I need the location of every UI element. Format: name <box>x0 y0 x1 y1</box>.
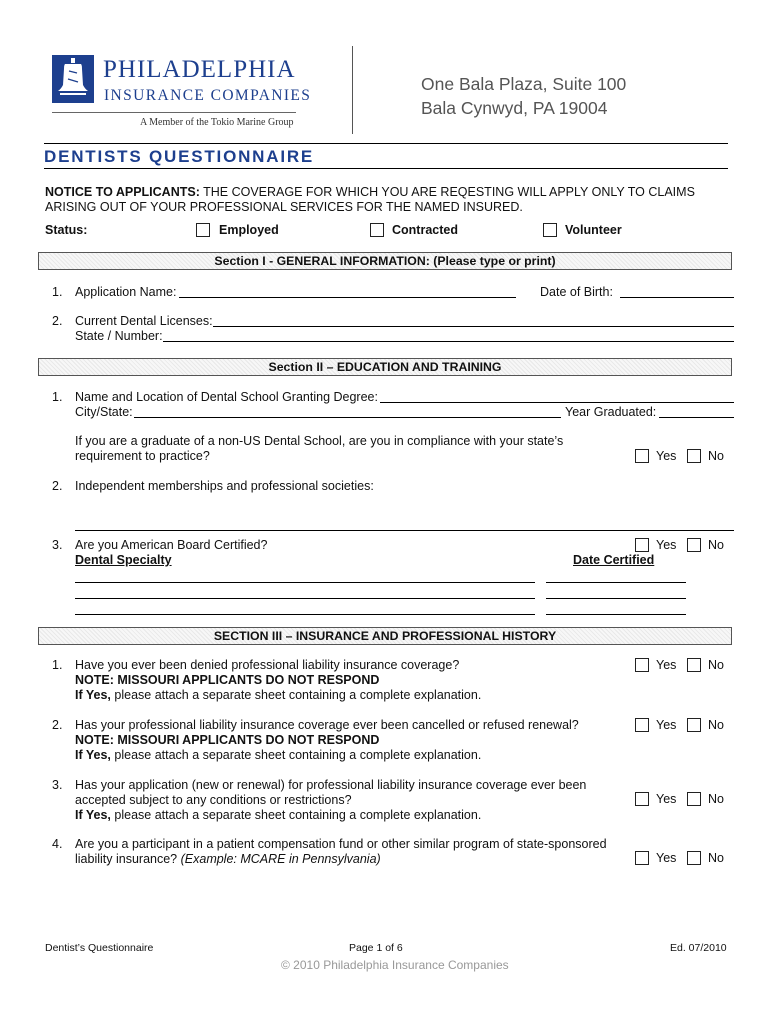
dental-school-label: Name and Location of Dental School Granting Degree: <box>75 390 378 404</box>
year-graduated-field[interactable] <box>659 417 734 418</box>
licenses-field[interactable] <box>213 326 734 327</box>
s3-q2-no-checkbox[interactable] <box>687 718 701 732</box>
dental-school-field[interactable] <box>380 402 734 403</box>
address-line-1: One Bala Plaza, Suite 100 <box>421 74 627 94</box>
date-of-birth-field[interactable] <box>620 297 734 298</box>
non-us-no-checkbox[interactable] <box>687 449 701 463</box>
s3-q4-yes-label: Yes <box>656 851 677 865</box>
s2-q3-number: 3. <box>52 538 63 552</box>
if-yes-label: If Yes, <box>75 808 111 822</box>
s3-q2-no-label: No <box>708 718 724 732</box>
company-subname: INSURANCE COMPANIES <box>104 87 312 104</box>
s3-q2-number: 2. <box>52 718 63 732</box>
footer-edition: Ed. 07/2010 <box>670 942 727 954</box>
section-1-header <box>38 252 732 270</box>
dental-specialty-heading: Dental Specialty <box>75 553 172 567</box>
s3-q4-text-2 <box>75 852 381 866</box>
liberty-bell-icon <box>52 55 94 103</box>
city-state-label: City/State: <box>75 405 133 419</box>
s3-q2-text: Has your professional liability insurance coverage ever been cancelled or refused renewal? <box>75 718 579 732</box>
page-title: DENTISTS QUESTIONNAIRE <box>44 147 315 166</box>
s3-q3-yes-label: Yes <box>656 792 677 806</box>
s3-q4-example: (Example: MCARE in Pennsylvania) <box>177 852 381 866</box>
status-contracted-label: Contracted <box>392 223 458 237</box>
section-1-title: Section I - GENERAL INFORMATION: (Please type or print) <box>214 254 556 268</box>
member-tagline: A Member of the Tokio Marine Group <box>140 117 294 128</box>
if-yes-text: please attach a separate sheet containing a complete explanation. <box>110 748 482 762</box>
s3-q4-no-checkbox[interactable] <box>687 851 701 865</box>
date-certified-field-1[interactable] <box>546 582 686 583</box>
status-employed-label: Employed <box>219 223 279 237</box>
board-certified-no-checkbox[interactable] <box>687 538 701 552</box>
specialty-field-3[interactable] <box>75 614 535 615</box>
non-us-question-line-2: requirement to practice? <box>75 449 210 463</box>
header-divider <box>352 46 353 134</box>
status-volunteer-label: Volunteer <box>565 223 622 237</box>
memberships-field[interactable] <box>75 530 734 531</box>
s3-q3-no-checkbox[interactable] <box>687 792 701 806</box>
s3-q2-yes-label: Yes <box>656 718 677 732</box>
licenses-label: Current Dental Licenses: <box>75 314 213 328</box>
s3-q3-instruction <box>75 808 481 822</box>
footer-copyright: © 2010 Philadelphia Insurance Companies <box>281 958 509 972</box>
notice-text-1: THE COVERAGE FOR WHICH YOU ARE REQESTING WILL APPLY ONLY TO CLAIMS <box>199 185 695 199</box>
s1-q2-number: 2. <box>52 314 63 328</box>
s2-q2-number: 2. <box>52 479 63 493</box>
logo-divider <box>52 112 296 113</box>
title-bottom-rule <box>44 168 728 169</box>
if-yes-label: If Yes, <box>75 748 111 762</box>
non-us-yes-label: Yes <box>656 449 677 463</box>
footer-page-number: Page 1 of 6 <box>349 942 403 954</box>
date-certified-field-3[interactable] <box>546 614 686 615</box>
date-certified-heading: Date Certified <box>573 553 655 567</box>
board-certified-label: Are you American Board Certified? <box>75 538 268 552</box>
status-label: Status: <box>45 223 88 237</box>
non-us-yes-checkbox[interactable] <box>635 449 649 463</box>
s3-q1-yes-label: Yes <box>656 658 677 672</box>
status-employed-checkbox[interactable] <box>196 223 210 237</box>
if-yes-text: please attach a separate sheet containing a complete explanation. <box>110 808 482 822</box>
s3-q1-yes-checkbox[interactable] <box>635 658 649 672</box>
s3-q4-number: 4. <box>52 837 63 851</box>
s3-q1-no-checkbox[interactable] <box>687 658 701 672</box>
s3-q2-note: NOTE: MISSOURI APPLICANTS DO NOT RESPOND <box>75 733 380 747</box>
s3-q1-no-label: No <box>708 658 724 672</box>
state-number-field[interactable] <box>163 341 734 342</box>
notice-line-1 <box>45 185 695 199</box>
board-certified-no-label: No <box>708 538 724 552</box>
company-name: PHILADELPHIA <box>103 56 296 83</box>
footer-form-name: Dentist’s Questionnaire <box>45 942 154 954</box>
address-line-2: Bala Cynwyd, PA 19004 <box>421 98 608 118</box>
s3-q4-no-label: No <box>708 851 724 865</box>
date-certified-field-2[interactable] <box>546 598 686 599</box>
s3-q3-number: 3. <box>52 778 63 792</box>
section-2-title: Section II – EDUCATION AND TRAINING <box>268 360 502 374</box>
memberships-label: Independent memberships and professional societies: <box>75 479 374 493</box>
date-of-birth-label: Date of Birth: <box>540 285 613 299</box>
section-2-header <box>38 358 732 376</box>
state-number-label: State / Number: <box>75 329 163 343</box>
s3-q3-text-1: Has your application (new or renewal) for professional liability insurance coverage ever been <box>75 778 587 792</box>
s3-q4-text-1: Are you a participant in a patient compensation fund or other similar program of state-sponsored <box>75 837 607 851</box>
application-name-label: Application Name: <box>75 285 177 299</box>
s2-q1-number: 1. <box>52 390 63 404</box>
s1-q1-number: 1. <box>52 285 63 299</box>
year-graduated-label: Year Graduated: <box>565 405 657 419</box>
specialty-field-2[interactable] <box>75 598 535 599</box>
section-3-title: SECTION III – INSURANCE AND PROFESSIONAL HISTORY <box>213 629 557 643</box>
section-3-header <box>38 627 732 645</box>
board-certified-yes-checkbox[interactable] <box>635 538 649 552</box>
s3-q1-note: NOTE: MISSOURI APPLICANTS DO NOT RESPOND <box>75 673 380 687</box>
application-name-field[interactable] <box>179 297 516 298</box>
s3-q1-instruction <box>75 688 481 702</box>
status-volunteer-checkbox[interactable] <box>543 223 557 237</box>
s3-q4-question-end: liability insurance? <box>75 852 178 866</box>
company-logo <box>52 55 94 103</box>
status-contracted-checkbox[interactable] <box>370 223 384 237</box>
if-yes-text: please attach a separate sheet containing a complete explanation. <box>110 688 482 702</box>
s3-q3-no-label: No <box>708 792 724 806</box>
title-top-rule <box>44 143 728 144</box>
s3-q1-text: Have you ever been denied professional liability insurance coverage? <box>75 658 460 672</box>
s3-q4-yes-checkbox[interactable] <box>635 851 649 865</box>
s3-q2-instruction <box>75 748 481 762</box>
notice-label: NOTICE TO APPLICANTS: <box>45 185 200 199</box>
s3-q3-text-2: accepted subject to any conditions or restrictions? <box>75 793 352 807</box>
specialty-field-1[interactable] <box>75 582 535 583</box>
non-us-no-label: No <box>708 449 724 463</box>
s3-q2-yes-checkbox[interactable] <box>635 718 649 732</box>
if-yes-label: If Yes, <box>75 688 111 702</box>
board-certified-yes-label: Yes <box>656 538 677 552</box>
notice-line-2: ARISING OUT OF YOUR PROFESSIONAL SERVICES FOR THE NAMED INSURED. <box>45 200 523 214</box>
city-state-field[interactable] <box>134 417 561 418</box>
non-us-question-line-1: If you are a graduate of a non-US Dental School, are you in compliance with your state’s <box>75 434 564 448</box>
s3-q3-yes-checkbox[interactable] <box>635 792 649 806</box>
s3-q1-number: 1. <box>52 658 63 672</box>
